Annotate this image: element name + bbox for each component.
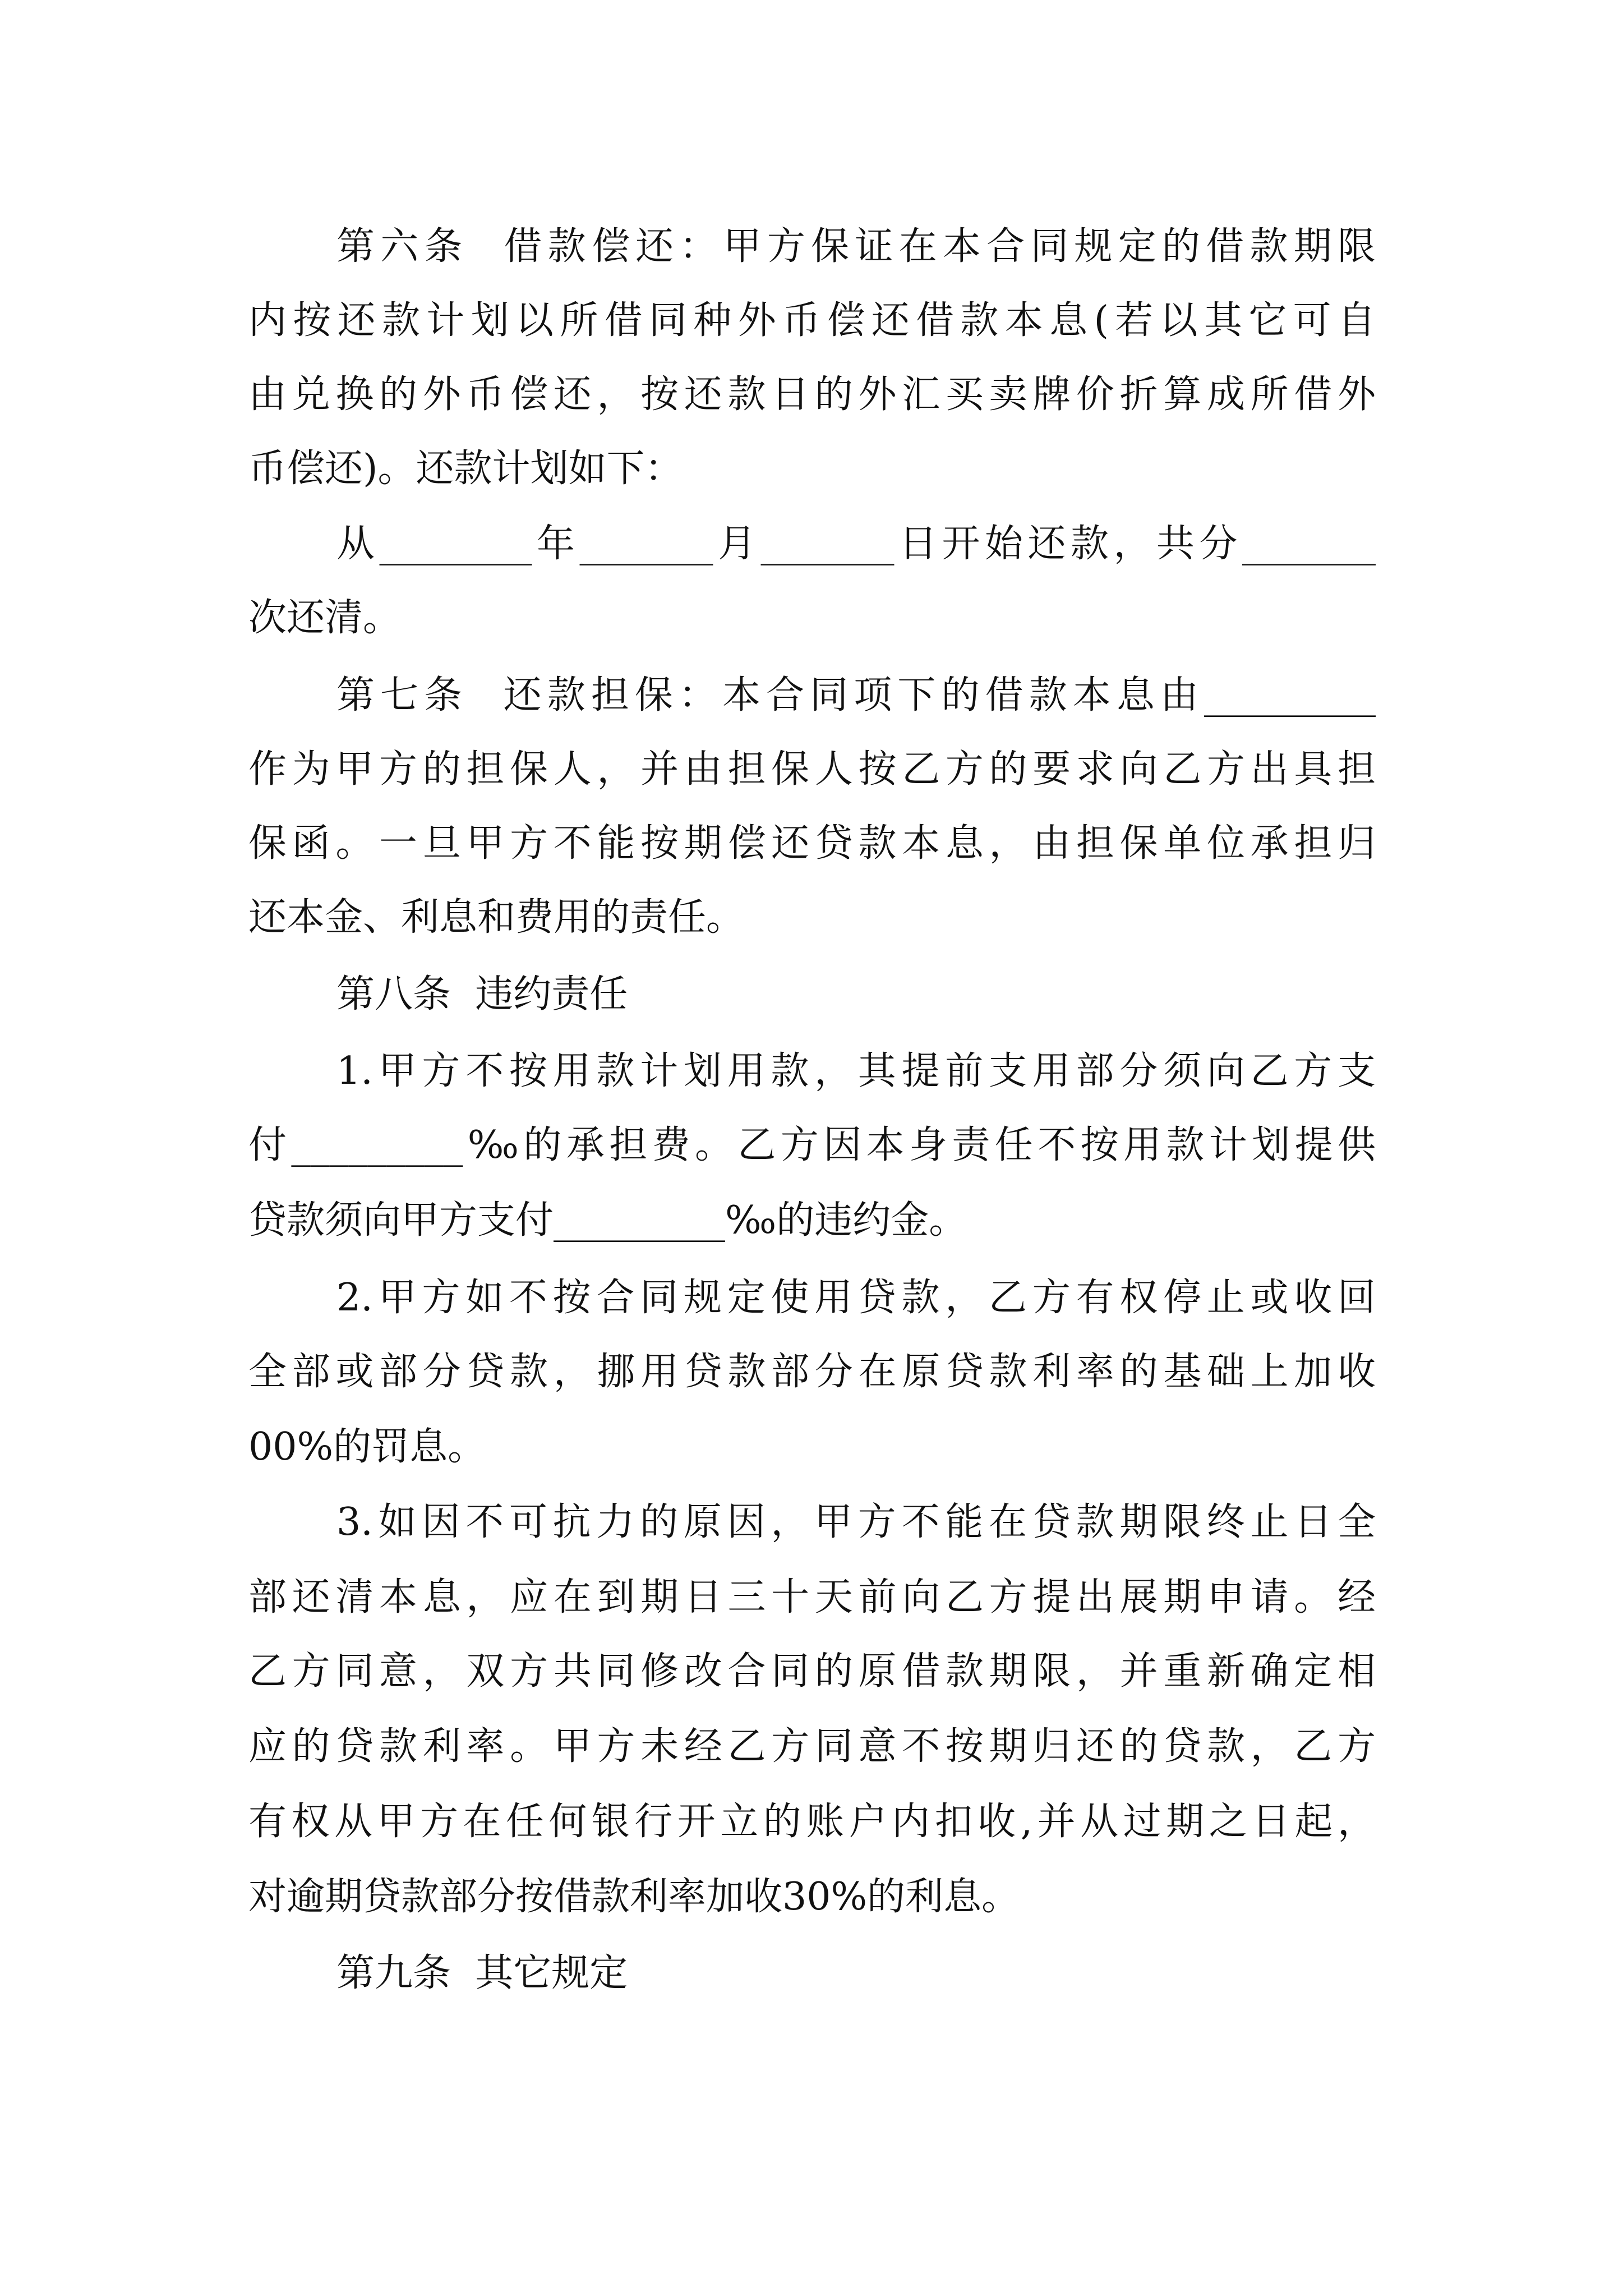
article-7-line-4: 还本金、利息和费用的责任。 xyxy=(248,895,745,940)
article-8-item-3-line-4: 应的贷款利率。甲方未经乙方同意不按期归还的贷款，乙方 xyxy=(248,1724,1376,1769)
article-8-item-3-line-3: 乙方同意，双方共同修改合同的原借款期限，并重新确定相 xyxy=(248,1649,1376,1694)
article-8-item-2-line-3: 00%的罚息。 xyxy=(248,1425,486,1469)
article-6-line-2: 内按还款计划以所借同种外币偿还借款本息(若以其它可自 xyxy=(248,298,1376,343)
article-6-line-3: 由兑换的外币偿还，按还款日的外汇买卖牌价折算成所借外 xyxy=(248,372,1376,417)
repayment-schedule-line-1: 从________年_______月_______日开始还款，共分_______ xyxy=(336,522,1376,566)
article-8-item-1-line-2: 付_________‰的承担费。乙方因本身责任不按用款计划提供 xyxy=(248,1123,1376,1167)
article-8-item-2-line-1: 2.甲方如不按合同规定使用贷款，乙方有权停止或收回 xyxy=(336,1276,1376,1320)
repayment-schedule-line-2: 次还清。 xyxy=(248,596,402,640)
article-8-item-3-line-2: 部还清本息，应在到期日三十天前向乙方提出展期申请。经 xyxy=(248,1575,1376,1619)
article-6-line-4: 币偿还)。还款计划如下： xyxy=(248,447,683,491)
article-8-item-3-line-6: 对逾期贷款部分按借款利率加收30%的利息。 xyxy=(248,1875,1020,1919)
article-8-item-3-line-5: 有权从甲方在任何银行开立的账户内扣收,并从过期之日起， xyxy=(248,1800,1376,1844)
article-8-item-1-line-3: 贷款须向甲方支付_________‰的违约金。 xyxy=(248,1198,967,1243)
article-8-heading: 第八条 违约责任 xyxy=(336,972,628,1016)
article-7-line-2: 作为甲方的担保人，并由担保人按乙方的要求向乙方出具担 xyxy=(248,747,1376,792)
article-9-heading: 第九条 其它规定 xyxy=(336,1951,628,1995)
article-6-line-1: 第六条 借款偿还：甲方保证在本合同规定的借款期限 xyxy=(336,224,1376,269)
article-7-line-3: 保函。一旦甲方不能按期偿还贷款本息，由担保单位承担归 xyxy=(248,821,1376,866)
article-8-item-1-line-1: 1.甲方不按用款计划用款，其提前支用部分须向乙方支 xyxy=(336,1049,1376,1093)
article-7-line-1: 第七条 还款担保：本合同项下的借款本息由_________ xyxy=(336,673,1376,717)
article-8-item-3-line-1: 3.如因不可抗力的原因，甲方不能在贷款期限终止日全 xyxy=(336,1500,1376,1544)
article-8-item-2-line-2: 全部或部分贷款，挪用贷款部分在原贷款利率的基础上加收 xyxy=(248,1350,1376,1394)
